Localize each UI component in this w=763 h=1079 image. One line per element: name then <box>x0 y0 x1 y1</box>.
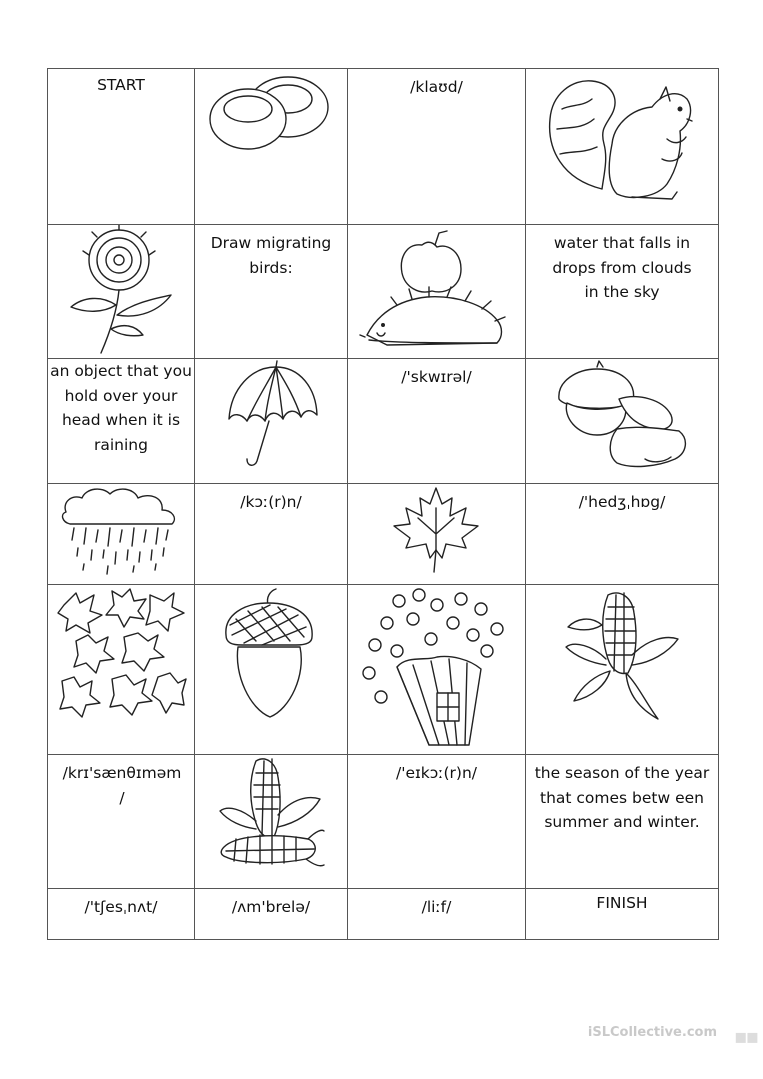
board-cell <box>48 585 195 755</box>
board-row <box>48 585 719 755</box>
chrysanthemum-phonetic: /krɪ'sænθɪməm / <box>62 764 182 807</box>
board-cell <box>195 69 348 225</box>
falling-leaves-icon <box>54 585 189 725</box>
acorn-icon <box>216 585 326 725</box>
board-row <box>48 69 719 225</box>
board-cell <box>526 585 719 755</box>
umbrella-phonetic: /ʌm'brelə/ <box>231 898 311 916</box>
board-cell <box>195 225 348 359</box>
board-cell <box>348 225 526 359</box>
board-cell <box>526 225 719 359</box>
board-cell <box>348 484 526 585</box>
cloud-phonetic: /klaʊd/ <box>410 78 463 96</box>
corn-cob-icon <box>562 585 682 725</box>
finish-label: FINISH <box>596 894 648 912</box>
board-cell <box>195 889 348 940</box>
acorn-phonetic: /'eɪkɔː(r)n/ <box>395 764 477 782</box>
board-cell <box>348 359 526 484</box>
board-row <box>48 225 719 359</box>
umbrella-definition: an object that you hold over your head when it is raining <box>50 362 192 454</box>
board-cell <box>48 755 195 889</box>
board-cell <box>48 484 195 585</box>
board-cell <box>348 755 526 889</box>
draw-birds-prompt: Draw migrating birds: <box>210 234 332 277</box>
acorns-icon <box>547 359 697 474</box>
board-cell <box>195 484 348 585</box>
board-cell <box>526 69 719 225</box>
umbrella-icon <box>221 359 321 474</box>
corn-cobs-icon <box>216 755 326 875</box>
rain-definition: water that falls in drops from clouds in the sky <box>552 234 692 301</box>
chrysanthemum-icon <box>61 225 181 355</box>
board-cell <box>195 359 348 484</box>
board-row <box>48 359 719 484</box>
board-cell <box>348 69 526 225</box>
corn-phonetic: /kɔː(r)n/ <box>240 493 302 511</box>
popcorn-icon <box>357 585 517 750</box>
board-cell <box>48 225 195 359</box>
maple-leaf-icon <box>392 484 482 574</box>
board-cell <box>526 484 719 585</box>
board-cell <box>195 755 348 889</box>
board-cell <box>48 889 195 940</box>
hedgehog-phonetic: /'hedʒˌhɒg/ <box>578 493 666 511</box>
squirrel-phonetic: /'skwɪrəl/ <box>401 368 472 386</box>
squirrel-icon <box>542 69 702 214</box>
board-row <box>48 889 719 940</box>
chestnuts-icon <box>206 69 336 159</box>
board-cell <box>348 585 526 755</box>
board-row <box>48 755 719 889</box>
leaf-phonetic: /liːf/ <box>421 898 452 916</box>
board-cell <box>526 359 719 484</box>
rain-cloud-icon <box>56 484 186 579</box>
watermark-mark: ▪▪ <box>733 1024 757 1048</box>
watermark: iSLCollective.com <box>587 1025 717 1040</box>
autumn-definition: the season of the year that comes betw een summer and winter. <box>534 764 710 831</box>
hedgehog-with-apple-icon <box>357 225 517 355</box>
board-row <box>48 484 719 585</box>
chestnut-phonetic: /'tʃesˌnʌt/ <box>84 898 158 916</box>
board-cell <box>526 755 719 889</box>
board-cell <box>48 69 195 225</box>
board-cell <box>48 359 195 484</box>
board-cell <box>526 889 719 940</box>
start-label: START <box>97 76 145 94</box>
board-cell <box>195 585 348 755</box>
board-game-grid <box>47 68 719 940</box>
board-cell <box>348 889 526 940</box>
